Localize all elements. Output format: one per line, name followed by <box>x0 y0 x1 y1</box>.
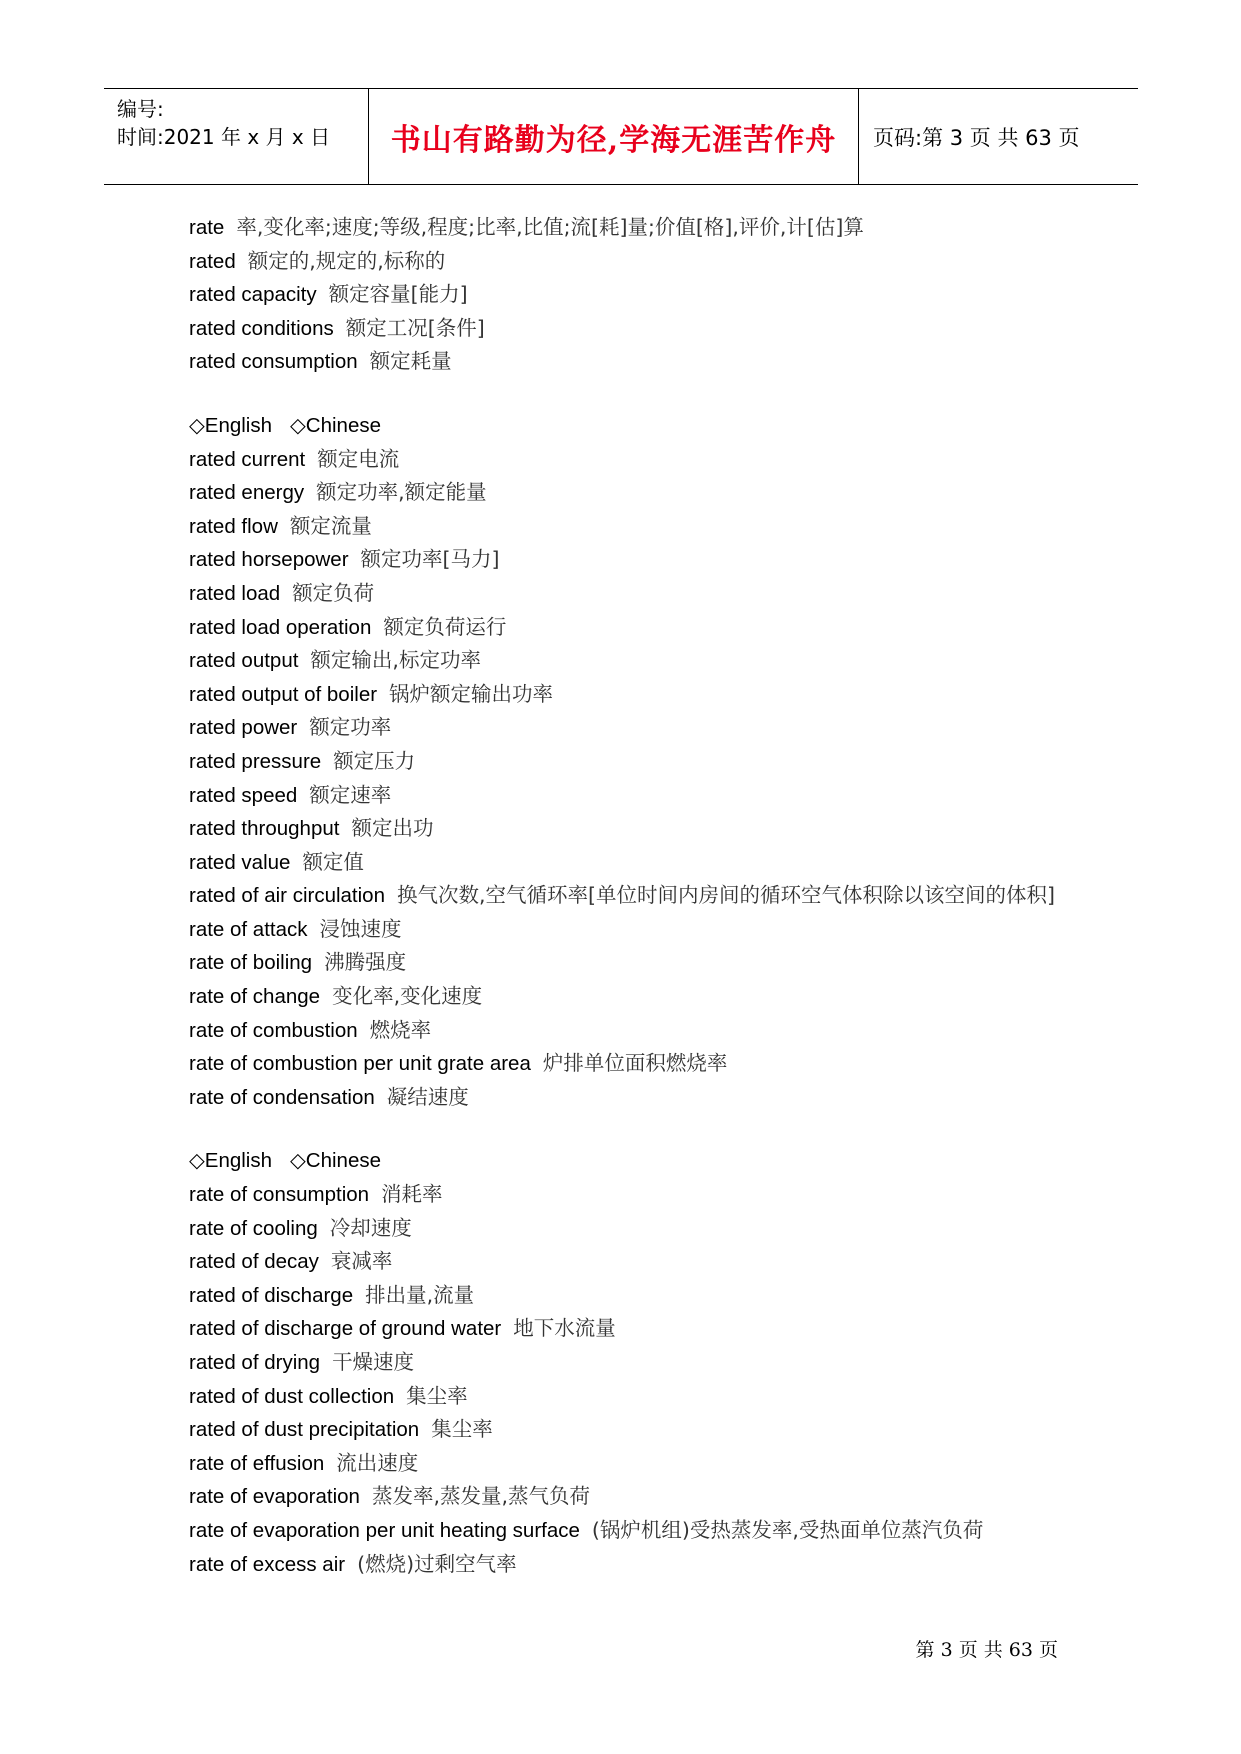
entry-term: rate of evaporation per unit heating surface <box>189 1518 580 1542</box>
entry-term: rated of air circulation <box>189 884 385 908</box>
glossary-entry <box>189 1245 1059 1279</box>
entry-translation: 蒸发率,蒸发量,蒸气负荷 <box>371 1484 590 1509</box>
entry-term: rated power <box>189 716 298 740</box>
glossary-entry <box>189 745 1059 779</box>
entry-translation: 额定值 <box>302 849 364 874</box>
entry-term: rate of change <box>189 985 321 1009</box>
glossary-entry <box>189 678 1059 712</box>
entry-translation: 额定功率 <box>309 715 392 740</box>
motto: 书山有路勤为径,学海无涯苦作舟 <box>390 122 837 158</box>
glossary-entry <box>189 312 1059 346</box>
glossary-entry <box>189 913 1059 947</box>
entry-term: rated pressure <box>189 749 322 773</box>
glossary-entry <box>189 1380 1059 1414</box>
glossary-entry <box>189 611 1059 645</box>
glossary-entry <box>189 211 1059 245</box>
glossary-section-3 <box>189 1178 1059 1581</box>
glossary-entry <box>189 946 1059 980</box>
entry-translation: 额定工况[条件] <box>345 315 485 340</box>
entry-translation: 衰减率 <box>330 1249 393 1274</box>
entry-term: rate of boiling <box>189 951 313 975</box>
entry-term: rated of dust collection <box>189 1384 395 1408</box>
entry-translation: 凝结速度 <box>386 1084 469 1109</box>
language-header <box>189 1144 1059 1178</box>
entry-term: rate of condensation <box>189 1085 375 1109</box>
glossary-entry <box>189 577 1059 611</box>
entry-term: rated horsepower <box>189 548 349 572</box>
glossary-entry <box>189 779 1059 813</box>
entry-term: rate <box>189 216 225 239</box>
entry-term: rated flow <box>189 514 278 538</box>
glossary-entry <box>189 476 1059 510</box>
entry-term: rated consumption <box>189 350 358 374</box>
english-label: ◇English <box>189 1149 273 1173</box>
entry-term: rated of drying <box>189 1351 321 1374</box>
header-motto-cell <box>369 89 859 184</box>
glossary-entry <box>189 443 1059 477</box>
glossary-entry <box>189 1346 1059 1380</box>
entry-translation: 炉排单位面积燃烧率 <box>542 1051 728 1076</box>
glossary-entry <box>189 278 1059 312</box>
entry-translation: 换气次数,空气循环率[单位时间内房间的循环空气体积除以该空间的体积] <box>396 883 1055 908</box>
glossary-entry <box>189 980 1059 1014</box>
entry-translation: 率,变化率;速度;等级,程度;比率,比值;流[耗]量;价值[格],评价,计[估]算 <box>236 215 864 239</box>
entry-term: rate of consumption <box>189 1183 370 1207</box>
entry-term: rate of excess air <box>189 1552 346 1576</box>
glossary-entry <box>189 812 1059 846</box>
entry-translation: 浸蚀速度 <box>319 916 402 941</box>
glossary-entry <box>189 1014 1059 1048</box>
entry-translation: 额定负荷 <box>292 580 375 605</box>
entry-term: rate of cooling <box>189 1216 318 1240</box>
entry-translation: 额定压力 <box>333 748 416 773</box>
chinese-label: ◇Chinese <box>290 1149 381 1173</box>
entry-translation: 集尘率 <box>406 1383 468 1408</box>
entry-term: rated value <box>189 850 291 874</box>
entry-term: rated load <box>189 581 281 605</box>
entry-translation: 额定电流 <box>317 446 400 471</box>
entry-term: rated throughput <box>189 817 340 841</box>
entry-translation: 额定流量 <box>289 513 372 538</box>
entry-translation: 干燥速度 <box>332 1350 415 1374</box>
glossary-entry <box>189 1212 1059 1246</box>
glossary-entry <box>189 1312 1059 1346</box>
glossary-entry <box>189 1081 1059 1115</box>
entry-translation: 集尘率 <box>431 1417 493 1442</box>
glossary-entry <box>189 543 1059 577</box>
entry-term: rated load operation <box>189 615 372 639</box>
entry-translation: 额定功率[马力] <box>360 547 500 572</box>
entry-term: rated energy <box>189 481 305 505</box>
glossary-section-2 <box>189 443 1059 1115</box>
entry-translation: 额定速率 <box>309 782 392 807</box>
glossary-entry <box>189 510 1059 544</box>
glossary-entry <box>189 1178 1059 1212</box>
entry-term: rate of combustion <box>189 1018 358 1042</box>
header-page-cell <box>859 89 1138 184</box>
entry-translation: 额定耗量 <box>369 349 452 374</box>
glossary-entry <box>189 711 1059 745</box>
entry-term: rated <box>189 249 236 273</box>
header-meta <box>104 89 369 184</box>
entry-translation: 冷却速度 <box>329 1215 412 1240</box>
entry-term: rate of evaporation <box>189 1485 360 1509</box>
glossary-entry <box>189 1548 1059 1582</box>
entry-translation: 锅炉额定输出功率 <box>389 681 554 706</box>
entry-term: rated of discharge of ground water <box>189 1317 502 1341</box>
english-label: ◇English <box>189 413 273 437</box>
entry-translation: 排出量,流量 <box>365 1282 475 1307</box>
glossary-entry <box>189 1413 1059 1447</box>
glossary-entry <box>189 846 1059 880</box>
entry-term: rated capacity <box>189 283 317 307</box>
language-header <box>189 409 1059 443</box>
time-label: 时间:2021 年 x 月 x 日 <box>117 125 331 149</box>
page-info: 页码:第 3 页 共 63 页 <box>873 125 1080 150</box>
number-label: 编号: <box>117 97 164 121</box>
entry-translation: 额定的,规定的,标称的 <box>247 248 446 273</box>
glossary-entry <box>189 1447 1059 1481</box>
entry-term: rate of combustion per unit grate area <box>189 1052 531 1076</box>
page-header <box>104 88 1138 185</box>
entry-translation: 燃烧率 <box>369 1017 432 1042</box>
entry-translation: 额定输出,标定功率 <box>310 648 481 673</box>
glossary-entry <box>189 1047 1059 1081</box>
entry-translation: 额定容量[能力] <box>328 282 468 307</box>
glossary-entry <box>189 879 1059 913</box>
entry-term: rated output <box>189 649 299 673</box>
glossary-entry <box>189 644 1059 678</box>
glossary-entry <box>189 1480 1059 1514</box>
page-footer: 第 3 页 共 63 页 <box>915 1639 1058 1661</box>
chinese-label: ◇Chinese <box>290 413 381 437</box>
glossary-content <box>189 211 1059 1581</box>
entry-term: rated of decay <box>189 1250 319 1274</box>
entry-term: rated output of boiler <box>189 682 378 706</box>
entry-translation: 流出速度 <box>336 1450 419 1475</box>
entry-translation: 额定功率,额定能量 <box>316 480 487 505</box>
glossary-entry <box>189 1514 1059 1548</box>
entry-term: rate of attack <box>189 917 308 941</box>
entry-translation: 消耗率 <box>381 1182 443 1207</box>
entry-term: rated conditions <box>189 316 334 340</box>
glossary-section-1 <box>189 211 1059 379</box>
glossary-entry <box>189 245 1059 279</box>
entry-translation: 变化率,变化速度 <box>332 984 483 1009</box>
entry-term: rated current <box>189 447 306 471</box>
entry-term: rate of effusion <box>189 1451 325 1475</box>
glossary-entry <box>189 345 1059 379</box>
entry-translation: (锅炉机组)受热蒸发率,受热面单位蒸汽负荷 <box>591 1517 984 1542</box>
entry-translation: 额定出功 <box>351 816 434 841</box>
entry-term: rated of dust precipitation <box>189 1418 420 1442</box>
glossary-entry <box>189 1279 1059 1313</box>
entry-translation: (燃烧)过剩空气率 <box>357 1551 517 1576</box>
entry-translation: 额定负荷运行 <box>383 614 507 639</box>
entry-term: rated speed <box>189 783 298 807</box>
entry-term: rated of discharge <box>189 1283 354 1307</box>
entry-translation: 沸腾强度 <box>324 950 407 975</box>
entry-translation: 地下水流量 <box>513 1316 616 1341</box>
